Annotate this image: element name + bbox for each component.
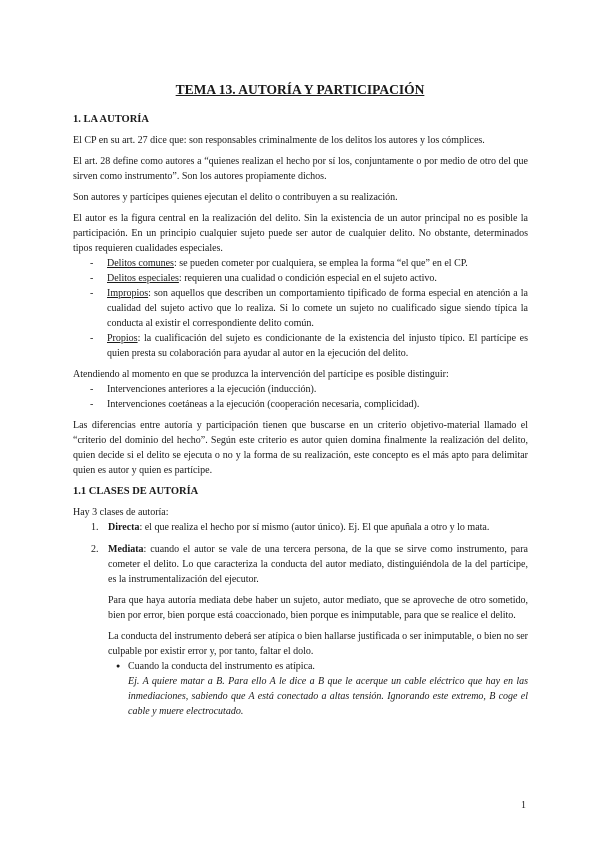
- list-item: - Propios: la cualificación del sujeto es condicionante de la existencia del injusto típico. El partícipe es quien presta su colaboración para ayudar al autor en la ejecución del delito.: [73, 331, 528, 361]
- page-number: 1: [521, 800, 526, 811]
- paragraph: Atendiendo al momento en que se produzca la intervención del partícipe es posible distinguir:: [73, 369, 449, 380]
- list-item: - Delitos comunes: se pueden cometer por cualquiera, se emplea la forma “el que” en el CP.: [73, 256, 528, 271]
- paragraph: La conducta del instrumento deberá ser atípica o bien hallarse justificada o ser inimputable, o bien no ser culpable por existir error y, por tanto, faltar el dolo.: [108, 631, 528, 657]
- offense-types-list: [73, 256, 528, 361]
- paragraph: Son autores y partícipes quienes ejecutan el delito o contribuyen a su realización.: [73, 192, 398, 203]
- moments-list: [73, 382, 528, 412]
- section-heading: 1.1 CLASES DE AUTORÍA: [73, 486, 199, 497]
- list-number: 2.: [91, 544, 99, 555]
- document-body: [73, 112, 528, 726]
- term: Mediata: [108, 544, 144, 555]
- page-title: TEMA 13. AUTORÍA Y PARTICIPACIÓN: [175, 82, 425, 97]
- bullet-list: [108, 659, 528, 719]
- bullet-item: ● Cuando la conducta del instrumento es atípica. Ej. A quiere matar a B. Para ello A le dice a B que le acerque un cable eléctrico que hay en las inmediaciones, sabiendo que A está conectado a altas tensión. Ignorando este extremo, B coge el cable y muere electrocutado.: [108, 659, 528, 719]
- paragraph: Para que haya autoría mediata debe haber un sujeto, autor mediato, que se aproveche de otro sometido, bien por error, bien porque está coaccionado, bien porque es inimputable, para que se realice el delito.: [108, 595, 528, 621]
- list-item: - Intervenciones coetáneas a la ejecución (cooperación necesaria, complicidad).: [73, 397, 528, 412]
- paragraph: El CP en su art. 27 dice que: son responsables criminalmente de los delitos los autores y los cómplices.: [73, 135, 485, 146]
- list-item: 2. Mediata: cuando el autor se vale de una tercera persona, de la que se sirve como instrumento, para cometer el delito. Lo que caracteriza la conducta del autor mediato, distinguiéndola de la del partícipe, es la instrumentalización del ejecutor. Para que haya autoría mediata debe haber un sujeto, autor mediato, que se aproveche de otro sometido, bien por error, bien porque está coaccionado, bien porque es inimputable, para que se realice el delito. La conducta del instrumento deberá ser atípica o bien hallarse justificada o ser inimputable, o bien no ser culpable por existir error y, por tanto, faltar el dolo. ● Cuando la conducta del instrumento es atípica. Ej. A quiere matar a B. Para ello A le dice a B que le acerque un cable eléctrico que hay en las inmediaciones, sabiendo que A está conectado a altas tensión. Ignorando este extremo, B coge el cable y muere electrocutado.: [73, 542, 528, 719]
- authorship-types-list: [73, 520, 528, 719]
- list-item: - Delitos especiales: requieren una cualidad o condición especial en el sujeto activo.: [73, 271, 528, 286]
- paragraph: Las diferencias entre autoría y participación tienen que buscarse en un criterio objetivo-material llamado el “criterio del dominio del hecho”. Según este criterio es autor quien domina finalmente la realización del delito, quien decide si el delito se ejecuta o no y la forma de su realización, este concepto es el más apto para delimitar quien es autor y quien es partícipe.: [73, 420, 528, 476]
- paragraph: Hay 3 clases de autoría:: [73, 507, 169, 518]
- term: Propios: [107, 333, 138, 344]
- term: Directa: [108, 522, 140, 533]
- paragraph: El art. 28 define como autores a “quienes realizan el hecho por sí los, conjuntamente o por medio de otro del que sirven como instrumento”. Son los autores propiamente dichos.: [73, 156, 528, 182]
- list-item: 1. Directa: el que realiza el hecho por sí mismo (autor único). Ej. El que apuñala a otro y lo mata.: [91, 522, 490, 533]
- term: Delitos especiales: [107, 273, 179, 284]
- term: Impropios: [107, 288, 149, 299]
- list-number: 1.: [91, 522, 99, 533]
- example-text: Ej. A quiere matar a B. Para ello A le dice a B que le acerque un cable eléctrico que hay en las inmediaciones, sabiendo que A está conectado a altas tensión. Ignorando este extremo, B coge el cable y muere electrocutado.: [128, 676, 528, 717]
- section-heading: 1. LA AUTORÍA: [73, 114, 149, 125]
- paragraph: El autor es la figura central en la realización del delito. Sin la existencia de un autor principal no es posible la participación. En un principio cualquier sujeto puede ser autor de cualquier delito. No obstante, determinados tipos requieren cualidades especiales.: [73, 213, 528, 254]
- term: Delitos comunes: [107, 258, 174, 269]
- list-item: - Intervenciones anteriores a la ejecución (inducción).: [73, 382, 528, 397]
- list-item: - Impropios: son aquellos que describen un comportamiento tipificado de forma especial en atención a la cualidad del sujeto activo que lo realiza. Si lo comete un sujeto no cualificado sigue siendo típica la conducta al existir el correspondiente delito común.: [73, 286, 528, 331]
